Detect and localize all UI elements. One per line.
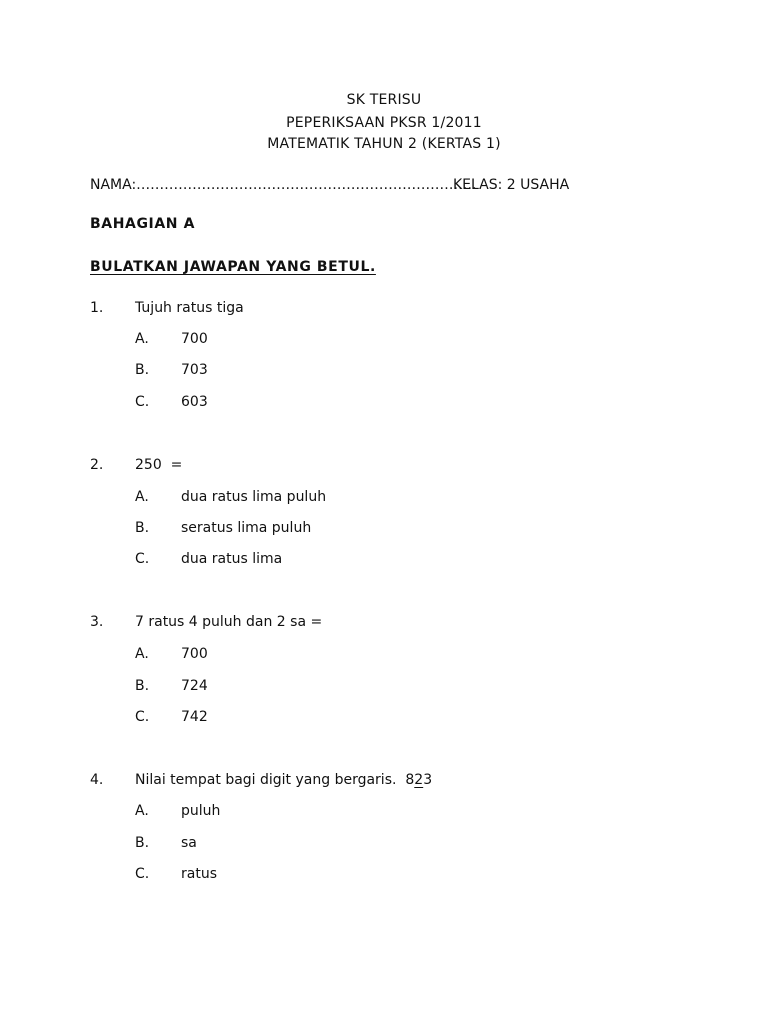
option-text: 724 — [181, 678, 208, 694]
exam-title: PEPERIKSAAN PKSR 1/2011 — [286, 115, 482, 131]
question-stem-line — [135, 772, 432, 788]
option-text: dua ratus lima puluh — [181, 489, 327, 505]
section-title: BAHAGIAN A — [90, 216, 196, 232]
question-number: 2. — [90, 457, 104, 473]
option-text: seratus lima puluh — [181, 520, 312, 536]
option-text: dua ratus lima — [181, 551, 283, 567]
option-letter: B. — [135, 362, 150, 378]
option-text: puluh — [181, 803, 221, 819]
option-letter: C. — [135, 709, 150, 725]
question-stem: 250 = — [135, 457, 183, 473]
option-text: 700 — [181, 331, 208, 347]
school-name: SK TERISU — [346, 92, 422, 108]
option-text: sa — [181, 835, 197, 851]
option-letter: B. — [135, 835, 150, 851]
option-letter: B. — [135, 520, 150, 536]
section-instruction: BULATKAN JAWAPAN YANG BETUL. — [90, 259, 376, 275]
option-letter: A. — [135, 646, 149, 662]
subject-title: MATEMATIK TAHUN 2 (KERTAS 1) — [267, 136, 501, 152]
option-letter: C. — [135, 394, 150, 410]
underlined-digit: 2 — [414, 772, 424, 788]
option-letter: A. — [135, 489, 149, 505]
option-text: ratus — [181, 866, 217, 882]
question-number: 3. — [90, 614, 104, 630]
question-number: 1. — [90, 300, 104, 316]
option-text: 742 — [181, 709, 208, 725]
option-letter: B. — [135, 678, 150, 694]
number-before: 8 — [405, 772, 415, 788]
question-stem: Nilai tempat bagi digit yang bergaris. — [135, 772, 406, 788]
option-text: 603 — [181, 394, 208, 410]
name-field-label: NAMA:………………………………………………………………. — [90, 177, 477, 193]
class-label: KELAS: 2 USAHA — [453, 177, 570, 193]
question-stem: 7 ratus 4 puluh dan 2 sa = — [135, 614, 323, 630]
option-letter: A. — [135, 803, 149, 819]
question-stem: Tujuh ratus tiga — [135, 300, 244, 316]
option-letter: C. — [135, 866, 150, 882]
option-text: 700 — [181, 646, 208, 662]
question-number: 4. — [90, 772, 104, 788]
option-letter: C. — [135, 551, 150, 567]
number-after: 3 — [423, 772, 433, 788]
option-text: 703 — [181, 362, 208, 378]
option-letter: A. — [135, 331, 149, 347]
